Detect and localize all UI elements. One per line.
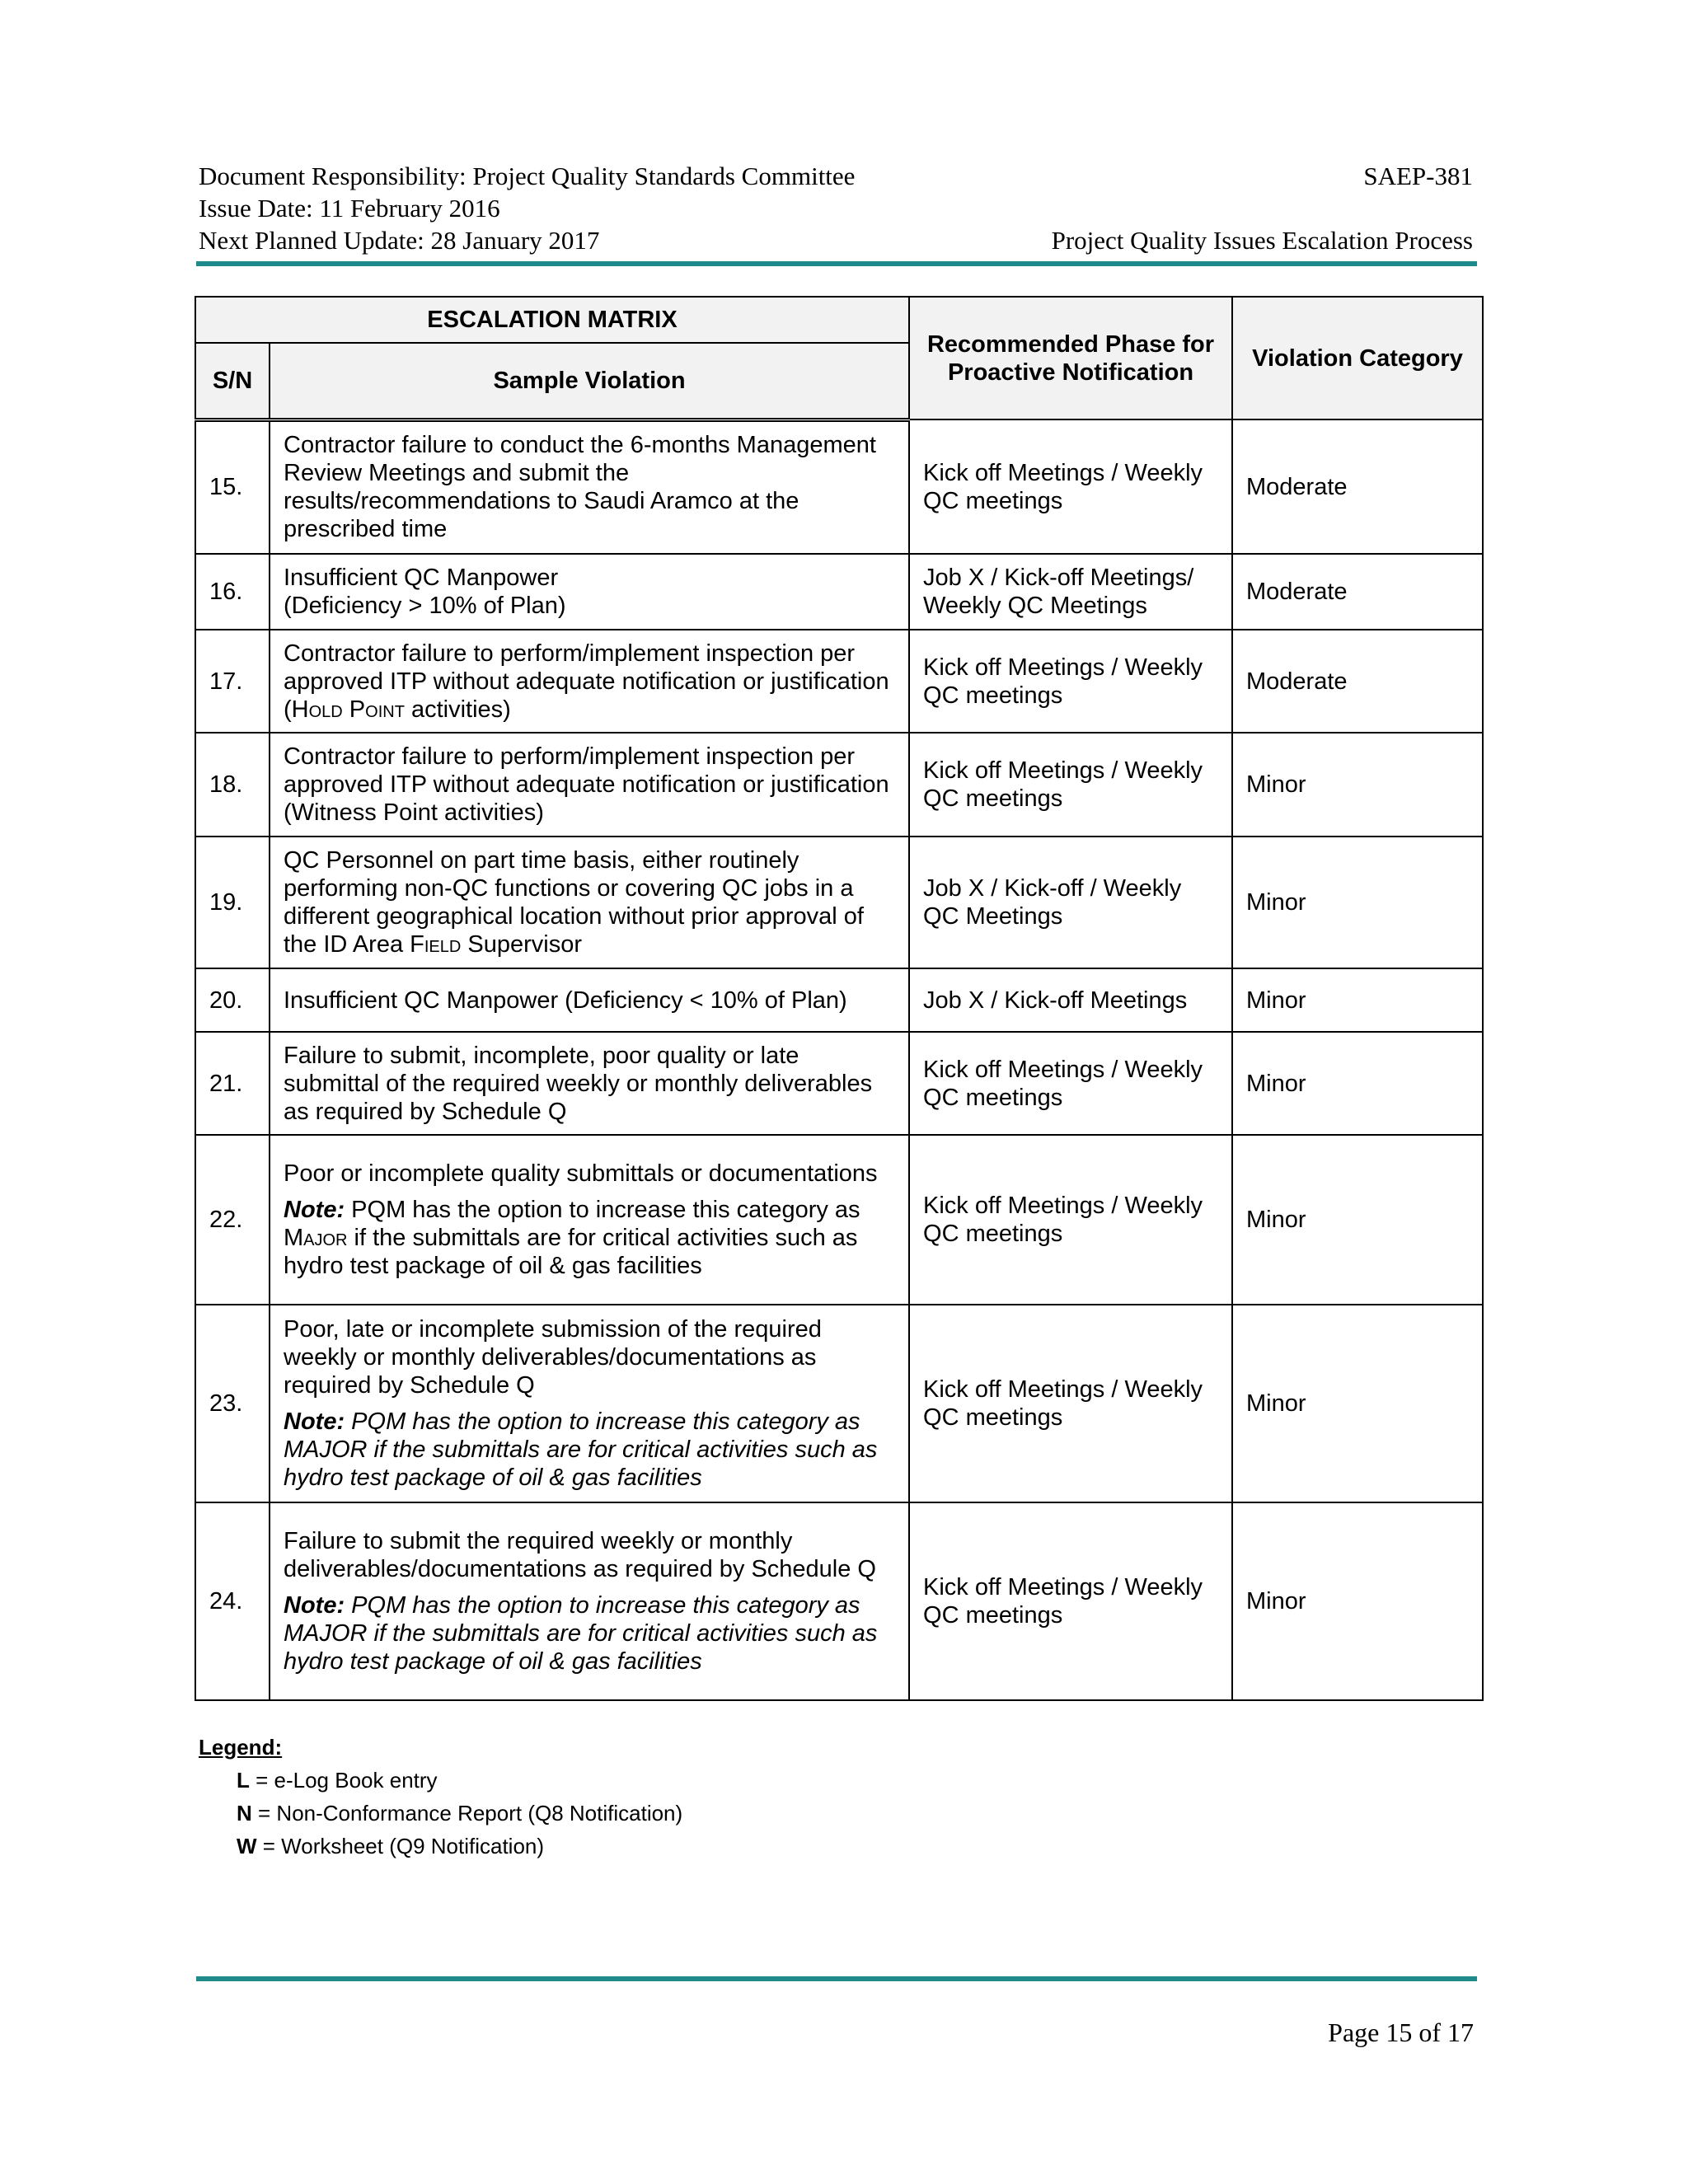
row-sn: 22. — [195, 1135, 270, 1305]
escalation-matrix-heading: ESCALATION MATRIX — [195, 297, 909, 343]
header-recommended-phase: Recommended Phase for Proactive Notification — [909, 297, 1232, 419]
row-sn: 21. — [195, 1032, 270, 1135]
row-phase: Kick off Meetings / Weekly QC meetings — [909, 419, 1232, 554]
row-category: Minor — [1232, 1305, 1483, 1502]
note-text: if the submittals are for critical activities such as hydro test package of oil & gas facilities — [284, 1225, 858, 1279]
row-sn: 16. — [195, 554, 270, 630]
row-violation — [270, 1502, 909, 1700]
page-number: Page 15 of 17 — [1328, 2018, 1474, 2047]
legend-title: Legend: — [199, 1735, 283, 1760]
row-phase: Kick off Meetings / Weekly QC meetings — [909, 1502, 1232, 1700]
row-violation-text: Poor or incomplete quality submittals or documentations — [284, 1160, 878, 1187]
legend-item — [199, 1830, 682, 1863]
table-row — [195, 1502, 1483, 1700]
row-category: Minor — [1232, 1135, 1483, 1305]
legend-text: = Worksheet (Q9 Notification) — [256, 1834, 545, 1858]
row-category: Moderate — [1232, 630, 1483, 733]
row-violation-text: Poor, late or incomplete submission of the required weekly or monthly deliverables/documentations as required by Schedule Q — [284, 1316, 822, 1399]
row-category: Minor — [1232, 733, 1483, 837]
legend-text: = e-Log Book entry — [249, 1768, 438, 1793]
next-planned-update: Next Planned Update: 28 January 2017 — [199, 226, 600, 255]
row-violation: Insufficient QC Manpower (Deficiency < 10% of Plan) — [270, 968, 909, 1032]
document-title: Project Quality Issues Escalation Process — [1051, 226, 1473, 255]
legend — [199, 1731, 682, 1863]
note-text: PQM has the option to increase this category as — [345, 1197, 860, 1223]
document-id: SAEP-381 — [1363, 162, 1473, 190]
row-violation — [270, 630, 909, 733]
escalation-matrix-table — [195, 296, 1484, 1701]
row-phase: Kick off Meetings / Weekly QC meetings — [909, 1032, 1232, 1135]
table-row — [195, 1032, 1483, 1135]
table-row — [195, 733, 1483, 837]
table-row — [195, 1305, 1483, 1502]
note-text: PQM has the option to increase this category as MAJOR if the submittals are for critical activities such as hydro test package of oil & gas facilities — [284, 1592, 878, 1675]
row-phase: Kick off Meetings / Weekly QC meetings — [909, 733, 1232, 837]
row-sn: 23. — [195, 1305, 270, 1502]
row-violation-line: (Deficiency > 10% of Plan) — [284, 593, 566, 619]
table-header-row — [195, 297, 1483, 343]
row-sn: 20. — [195, 968, 270, 1032]
table-row — [195, 630, 1483, 733]
header-rule — [196, 261, 1477, 266]
row-violation: Contractor failure to perform/implement inspection per approved ITP without adequate notification or justification (Witness Point activities) — [270, 733, 909, 837]
row-violation: Contractor failure to conduct the 6-months Management Review Meetings and submit the results/recommendations to Saudi Aramco at the prescribed time — [270, 419, 909, 554]
row-category: Minor — [1232, 968, 1483, 1032]
row-violation-smallcaps: Hold Point — [291, 696, 405, 723]
row-violation-text: activities) — [404, 696, 511, 723]
row-phase: Job X / Kick-off Meetings/ Weekly QC Meetings — [909, 554, 1232, 630]
row-sn: 24. — [195, 1502, 270, 1700]
issue-date: Issue Date: 11 February 2016 — [199, 194, 500, 223]
row-phase: Kick off Meetings / Weekly QC meetings — [909, 630, 1232, 733]
row-violation — [270, 837, 909, 968]
row-category: Minor — [1232, 1502, 1483, 1700]
legend-key: N — [237, 1801, 252, 1825]
header-violation-category: Violation Category — [1232, 297, 1483, 419]
row-violation-text: QC Personnel on part time basis, either routinely performing non-QC functions or covering QC jobs in a different geographical location without prior approval of the ID Area F — [284, 847, 864, 958]
note-smallcaps: Major — [284, 1225, 348, 1251]
legend-key: W — [237, 1834, 257, 1858]
note-label: Note: — [284, 1408, 345, 1435]
row-note — [284, 1591, 895, 1675]
table-row — [195, 837, 1483, 968]
row-phase: Job X / Kick-off Meetings — [909, 968, 1232, 1032]
row-violation-text: Supervisor — [461, 931, 582, 958]
legend-item — [199, 1797, 682, 1830]
row-category: Minor — [1232, 1032, 1483, 1135]
header-sn: S/N — [195, 343, 270, 419]
row-violation-line: Insufficient QC Manpower — [284, 565, 559, 591]
note-label: Note: — [284, 1197, 345, 1223]
row-category: Minor — [1232, 837, 1483, 968]
document-responsibility: Document Responsibility: Project Quality Standards Committee — [199, 162, 856, 190]
row-violation-text: Contractor failure to perform/implement inspection per approved ITP without adequate notification or justification ( — [284, 640, 889, 723]
table-row — [195, 554, 1483, 630]
row-sn: 18. — [195, 733, 270, 837]
legend-text: = Non-Conformance Report (Q8 Notification) — [251, 1801, 683, 1825]
row-violation — [270, 1135, 909, 1305]
table-row — [195, 1135, 1483, 1305]
row-phase: Kick off Meetings / Weekly QC meetings — [909, 1135, 1232, 1305]
row-violation-text: Failure to submit the required weekly or monthly deliverables/documentations as required by Schedule Q — [284, 1528, 876, 1582]
note-text: PQM has the option to increase this category as MAJOR if the submittals are for critical activities such as hydro test package of oil & gas facilities — [284, 1408, 878, 1491]
row-sn: 17. — [195, 630, 270, 733]
row-violation-smallcaps: ield — [424, 931, 462, 958]
table-row — [195, 419, 1483, 554]
legend-item — [199, 1764, 682, 1797]
row-violation — [270, 1305, 909, 1502]
row-note — [284, 1408, 895, 1492]
footer-rule — [196, 1976, 1477, 1981]
row-violation — [270, 554, 909, 630]
document-header — [199, 160, 1473, 256]
note-label: Note: — [284, 1592, 345, 1619]
header-sample-violation: Sample Violation — [270, 343, 909, 419]
row-phase: Job X / Kick-off / Weekly QC Meetings — [909, 837, 1232, 968]
row-sn: 15. — [195, 419, 270, 554]
table-row — [195, 968, 1483, 1032]
row-category: Moderate — [1232, 419, 1483, 554]
row-phase: Kick off Meetings / Weekly QC meetings — [909, 1305, 1232, 1502]
row-sn: 19. — [195, 837, 270, 968]
row-category: Moderate — [1232, 554, 1483, 630]
row-note — [284, 1196, 895, 1280]
legend-key: L — [237, 1768, 250, 1793]
row-violation: Failure to submit, incomplete, poor quality or late submittal of the required weekly or monthly deliverables as required by Schedule Q — [270, 1032, 909, 1135]
